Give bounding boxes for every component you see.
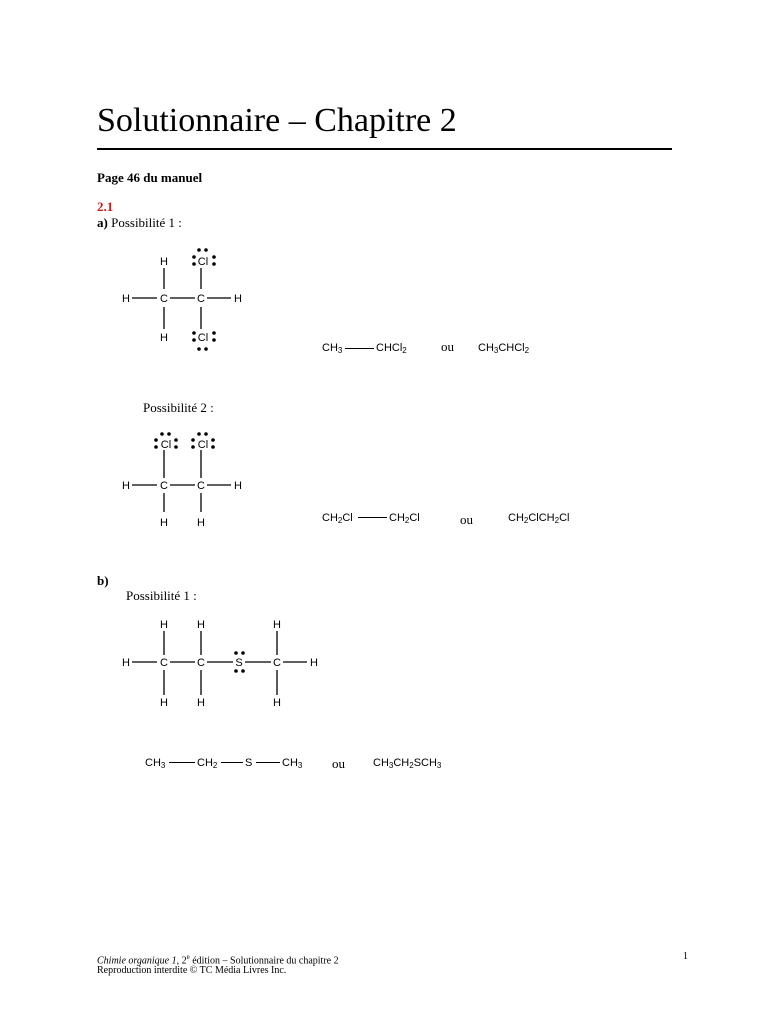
part-a-possibility-2-label: Possibilité 2 : [143, 400, 214, 415]
atom-label: H [197, 517, 205, 529]
atom-label: H [160, 332, 168, 344]
structure-a-possibility-1 [110, 240, 260, 360]
atom-label: H [273, 697, 281, 709]
atom-label: H [160, 619, 168, 631]
ou-connector: ou [460, 512, 473, 527]
part-a-heading [97, 215, 182, 231]
atom-label: C [160, 657, 168, 669]
atom-label: C [197, 480, 205, 492]
part-b-letter: b) [97, 573, 109, 588]
atom-label: H [160, 256, 168, 268]
footer-copyright: Reproduction interdite © TC Média Livres Inc. [97, 965, 287, 976]
atom-label: Cl [197, 332, 209, 344]
atom-label: C [197, 293, 205, 305]
atom-label: H [160, 517, 168, 529]
atom-label: Cl [160, 439, 172, 451]
condensed-formula-b1-left-3: S [245, 757, 253, 769]
structure-a-possibility-2 [110, 428, 260, 533]
page-reference: Page 46 du manuel [97, 170, 203, 185]
atom-label: Cl [197, 439, 209, 451]
atom-label: H [122, 657, 130, 669]
footer-page-number: 1 [683, 951, 688, 962]
condensed-formula-a1-right: $CH_3CHCl_2$ [478, 342, 530, 355]
atom-label: H [310, 657, 318, 669]
bond-line [345, 348, 374, 349]
bond-line [169, 762, 195, 763]
condensed-formula-a1-left-1: $CH_3$ [322, 342, 343, 355]
atom-label: H [160, 697, 168, 709]
atom-label: H [273, 619, 281, 631]
atom-label: C [160, 293, 168, 305]
atom-label: C [160, 480, 168, 492]
ou-connector: ou [332, 756, 345, 771]
condensed-formula-b1-left-1: $CH_3$ [145, 757, 166, 770]
atom-label: H [122, 293, 130, 305]
atom-label: Cl [197, 256, 209, 268]
footer-book-title: Chimie organique 1 [97, 955, 177, 967]
footer-edition-number: 2 [181, 955, 187, 967]
title-underline [97, 148, 672, 150]
atom-label: C [273, 657, 281, 669]
ou-connector: ou [441, 339, 454, 354]
structure-b-possibility-1 [110, 615, 330, 715]
bond-line [358, 517, 387, 518]
atom-label: H [122, 480, 130, 492]
page-title: Solutionnaire – Chapitre 2 [97, 102, 457, 139]
condensed-formula-b1-left-4: $CH_3$ [282, 757, 303, 770]
exercise-number: 2.1 [97, 199, 114, 214]
condensed-formula-a2-left-2: $CH_2Cl$ [389, 512, 420, 525]
bond-line [221, 762, 243, 763]
atom-label: H [234, 480, 242, 492]
footer-edition-superscript: e [186, 953, 190, 961]
part-b-heading [97, 573, 109, 589]
atom-label: S [235, 657, 243, 669]
footer-edition-line: Chimie organique 1, 2e édition – Solutionnaire du chapitre 2 [97, 953, 339, 967]
atom-label: H [197, 697, 205, 709]
condensed-formula-b1-left-2: $CH_2$ [197, 757, 218, 770]
condensed-formula-b1-right: $CH_3CH_2SCH_3$ [373, 757, 442, 770]
bond-line [256, 762, 280, 763]
part-a-possibility-1-label: Possibilité 1 : [111, 215, 182, 230]
atom-label: H [197, 619, 205, 631]
part-b-possibility-1-label: Possibilité 1 : [126, 588, 197, 603]
footer-edition-rest: édition – Solutionnaire du chapitre 2 [189, 955, 339, 967]
atom-label: H [234, 293, 242, 305]
condensed-formula-a2-left-1: $CH_2Cl$ [322, 512, 353, 525]
part-a-letter: a) [97, 215, 108, 230]
condensed-formula-a1-left-2: CHCl$_2$ [376, 342, 407, 355]
condensed-formula-a2-right: $CH_2ClCH_2Cl$ [508, 512, 570, 525]
atom-label: C [197, 657, 205, 669]
